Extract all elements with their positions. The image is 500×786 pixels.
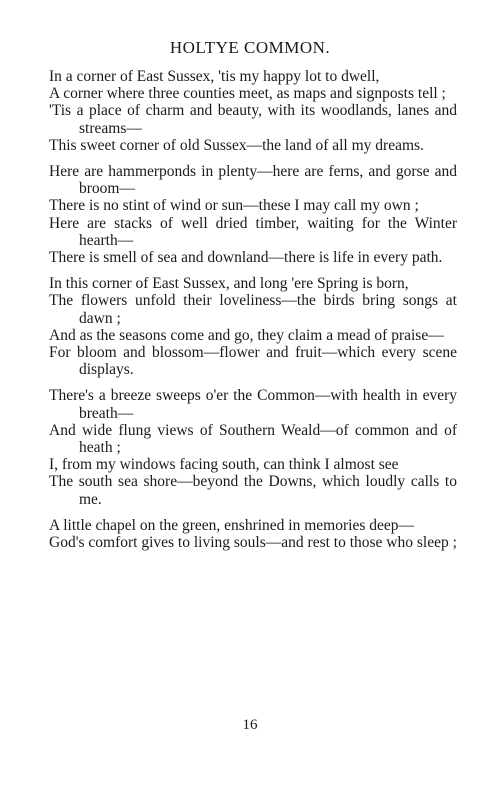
poem-line: I, from my windows facing south, can think I almost see	[49, 456, 399, 474]
stanza-1	[49, 68, 457, 154]
poem-line: And as the seasons come and go, they claim a mead of praise—	[49, 326, 444, 344]
page-number: 16	[242, 717, 258, 733]
poem-title: HOLTYE COMMON.	[169, 38, 331, 57]
poem-line: God's comfort gives to living souls—and rest to those who sleep ;	[49, 534, 457, 552]
poem-body	[49, 68, 457, 560]
stanza-5	[49, 517, 457, 551]
poem-line: In a corner of East Sussex, 'tis my happy lot to dwell,	[49, 68, 380, 85]
poem-line: There's a breeze sweeps o'er the Common—with health in every breath—	[49, 387, 457, 422]
poem-line: For bloom and blossom—flower and fruit—which every scene displays.	[49, 344, 457, 379]
poem-line: And wide flung views of Southern Weald—of common and of heath ;	[49, 421, 457, 457]
poem-line: This sweet corner of old Sussex—the land of all my dreams.	[49, 136, 424, 154]
stanza-4	[49, 387, 457, 507]
poem-line: There is no stint of wind or sun—these I may call my own ;	[49, 197, 419, 215]
poem-line: The south sea shore—beyond the Downs, which loudly calls to me.	[49, 473, 457, 508]
stanza-3	[49, 275, 457, 378]
poem-line: Here are hammerponds in plenty—here are ferns, and gorse and broom—	[49, 163, 457, 198]
poem-line: Here are stacks of well dried timber, waiting for the Winter hearth—	[49, 214, 457, 249]
poem-line: The flowers unfold their loveliness—the birds bring songs at dawn ;	[49, 292, 457, 327]
poem-line: In this corner of East Sussex, and long 'ere Spring is born,	[49, 275, 409, 293]
poem-line: 'Tis a place of charm and beauty, with its woodlands, lanes and streams—	[49, 102, 457, 137]
stanza-2	[49, 163, 457, 266]
poem-line: There is smell of sea and downland—there is life in every path.	[49, 249, 443, 267]
poem-line: A corner where three counties meet, as maps and signposts tell ;	[49, 85, 446, 103]
poem-line: A little chapel on the green, enshrined in memories deep—	[49, 516, 414, 534]
